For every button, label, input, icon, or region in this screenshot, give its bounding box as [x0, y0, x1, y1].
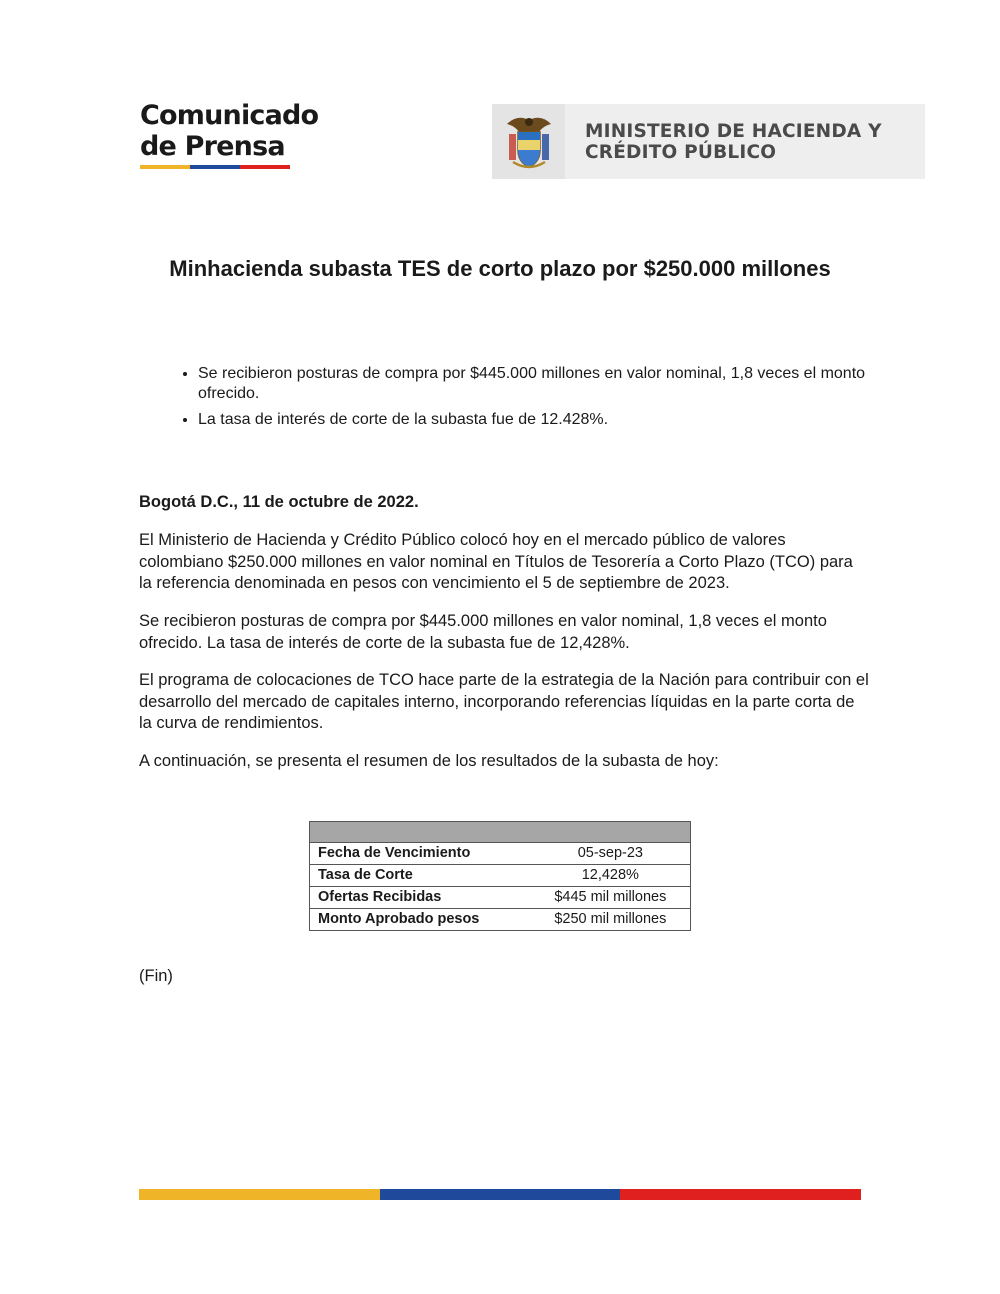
auction-results-table	[309, 821, 691, 931]
table-cell-value: $445 mil millones	[531, 887, 691, 909]
ministry-name-line-2: CRÉDITO PÚBLICO	[585, 141, 777, 163]
press-logo-line-1: Comunicado	[140, 100, 319, 131]
dateline: Bogotá D.C., 11 de octubre de 2022.	[139, 493, 419, 511]
coat-of-arms-icon	[492, 104, 565, 179]
paragraph: El Ministerio de Hacienda y Crédito Público colocó hoy en el mercado público de valores colombiano $250.000 millones en valor nominal en Títulos de Tesorería a Corto Plazo (TCO) para la referencia denominada en pesos con vencimiento el 5 de septiembre de 2023.	[139, 531, 853, 592]
end-marker: (Fin)	[139, 967, 173, 985]
table-header-cell	[310, 822, 691, 843]
table-cell-value: 12,428%	[531, 865, 691, 887]
table-row	[310, 887, 691, 909]
highlight-item: • La tasa de interés de corte de la subasta fue de 12.428%.	[198, 410, 923, 430]
table-cell-label: Monto Aprobado pesos	[310, 909, 531, 931]
highlights-list	[140, 364, 923, 436]
table-cell-label: Ofertas Recibidas	[310, 887, 531, 909]
highlight-item: • Se recibieron posturas de compra por $445.000 millones en valor nominal, 1,8 veces el monto ofrecido.	[198, 364, 923, 404]
flag-color-bar-footer	[139, 1189, 861, 1200]
table-row	[310, 843, 691, 865]
paragraph: Se recibieron posturas de compra por $445.000 millones en valor nominal, 1,8 veces el monto ofrecido. La tasa de interés de corte de la subasta fue de 12,428%.	[139, 612, 827, 652]
table-header-row	[310, 822, 691, 843]
table-cell-label: Tasa de Corte	[310, 865, 531, 887]
ministry-logo	[492, 104, 925, 179]
paragraph: El programa de colocaciones de TCO hace parte de la estrategia de la Nación para contribuir con el desarrollo del mercado de capitales interno, incorporando referencias líquidas en la parte corta de la curva de rendimientos.	[139, 671, 869, 732]
table-cell-value: 05-sep-23	[531, 843, 691, 865]
press-release-logo	[140, 100, 318, 162]
ministry-name	[585, 121, 882, 163]
page-title: Minhacienda subasta TES de corto plazo por $250.000 millones	[169, 256, 831, 281]
ministry-name-line-1: MINISTERIO DE HACIENDA Y	[585, 120, 882, 142]
flag-color-bar-small	[140, 165, 290, 169]
table-row	[310, 865, 691, 887]
paragraph: A continuación, se presenta el resumen de los resultados de la subasta de hoy:	[139, 752, 719, 770]
table-row	[310, 909, 691, 931]
table-cell-value: $250 mil millones	[531, 909, 691, 931]
table-cell-label: Fecha de Vencimiento	[310, 843, 531, 865]
press-logo-line-2: de Prensa	[140, 131, 285, 162]
